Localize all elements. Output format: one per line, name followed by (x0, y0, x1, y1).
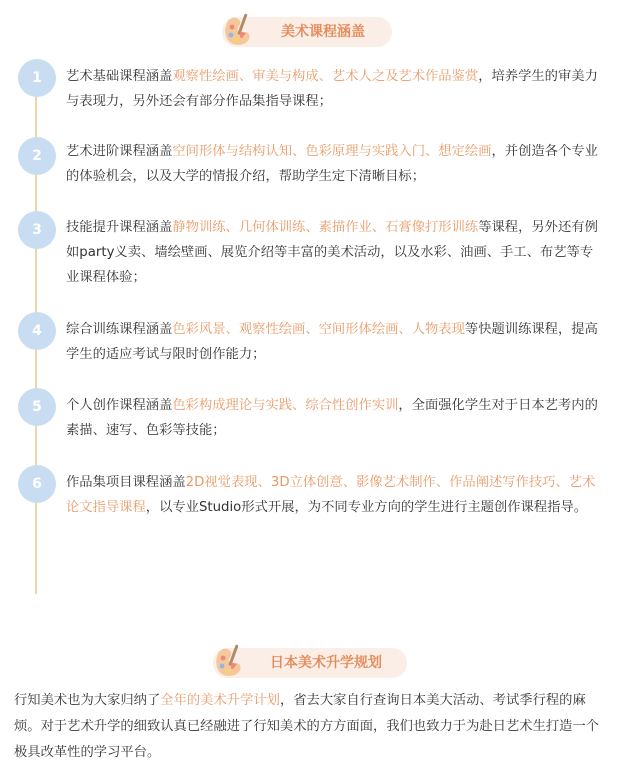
step-text-highlight: 色彩风景、观察性绘画、空间形体绘画、人物表现 (172, 322, 465, 337)
step-text-highlight: 静物训练、几何体训练、素描作业、石膏像打形训练 (172, 220, 479, 235)
step-text-plain: ，全面强化学生对于日本艺考内的素描、速写、色彩等技能； (66, 398, 598, 438)
step-text (66, 139, 606, 189)
palette-icon (213, 642, 245, 682)
step-number-badge: 6 (18, 465, 56, 503)
step-text-plain: 作品集项目课程涵盖 (66, 475, 186, 490)
intro-text-plain: 行知美术也为大家归纳了 (14, 693, 161, 708)
step-text-highlight: 空间形体与结构认知、色彩原理与实践入门、想定绘画 (172, 144, 492, 159)
step-text (66, 470, 606, 520)
intro-text-highlight: 全年的美术升学计划 (160, 693, 280, 708)
step-number-badge: 4 (18, 312, 56, 350)
step-text-plain: 综合训练课程涵盖 (66, 322, 173, 337)
section-header-courses (0, 10, 617, 54)
step-text (66, 393, 606, 443)
step-text-plain: 等快题训练课程，提高学生的适应考试与限时创作能力； (66, 322, 598, 362)
step-text (66, 64, 606, 114)
section-title: 美术课程涵盖 (281, 24, 365, 40)
step-number-badge: 2 (18, 137, 56, 175)
step-text-plain: 技能提升课程涵盖 (66, 220, 173, 235)
step-number-badge: 3 (18, 211, 56, 249)
step-text-plain: 艺术进阶课程涵盖 (66, 144, 173, 159)
step-text-highlight: 2D视觉表现、3D立体创意、影像艺术制作、作品阐述写作技巧、艺术论文指导课程 (66, 475, 596, 515)
step-text-highlight: 色彩构成理论与实践、综合性创作实训 (172, 398, 399, 413)
step-text-highlight: 观察性绘画、审美与构成、艺术人之及艺术作品鉴赏 (172, 69, 479, 84)
section-title-pill (222, 17, 392, 47)
section-title: 日本美术升学规划 (270, 655, 382, 671)
palette-icon (222, 11, 254, 51)
step-number-badge: 1 (18, 59, 56, 97)
step-text-plain: 等课程，另外还有例如party义卖、墙绘壁画、展览介绍等丰富的美术活动，以及水彩、油画、手工、布艺等专业课程体验； (66, 220, 598, 285)
section-header-planning (0, 641, 617, 685)
intro-paragraph (14, 688, 606, 766)
step-text-plain: ，并创造各个专业的体验机会，以及大学的情报介绍，帮助学生定下清晰目标； (66, 144, 598, 184)
step-text-plain: 艺术基础课程涵盖 (66, 69, 173, 84)
step-text-plain: ，以专业Studio形式开展，为不同专业方向的学生进行主题创作课程指导。 (145, 500, 588, 515)
step-text (66, 317, 606, 367)
step-number-badge: 5 (18, 388, 56, 426)
step-text-plain: 个人创作课程涵盖 (66, 398, 173, 413)
section-title-pill (213, 648, 407, 678)
intro-text-plain: ，省去大家自行查询日本美大活动、考试季行程的麻烦。对于艺术升学的细致认真已经融进了行知美术的方方面面，我们也致力于为赴日艺术生打造一个极具改革性的学习平台。 (14, 693, 600, 760)
step-text-plain: ，培养学生的审美力与表现力，另外还会有部分作品集指导课程； (66, 69, 598, 109)
step-text (66, 215, 606, 290)
